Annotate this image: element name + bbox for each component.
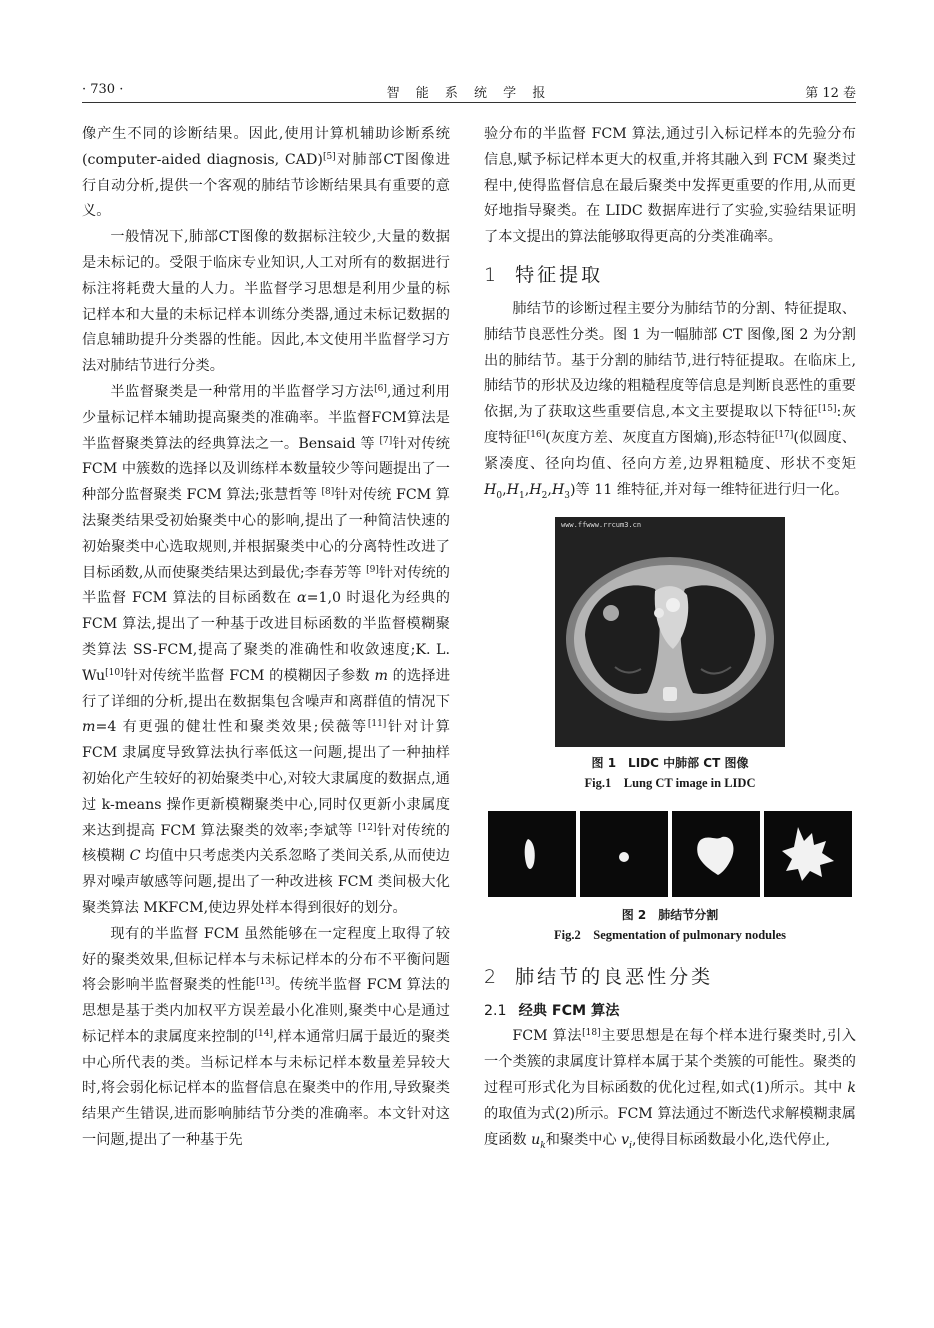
journal-title: 智 能 系 统 学 报: [386, 86, 552, 101]
subsection-number: 2.1: [484, 1003, 507, 1020]
citation[interactable]: [16]: [526, 429, 546, 440]
paragraph: [82, 380, 450, 922]
text: (灰度方差、灰度直方图熵),形态特征: [545, 429, 775, 446]
text: 的取值为式(2)所示。FCM 算法通过不断迭代求解模糊隶属度函数: [484, 1105, 856, 1148]
text: 的选择进行了详细的分析,提出在数据集包含噪声和离群值的情况下: [82, 667, 450, 710]
figure1-caption-en: Fig.1 Lung CT image in LIDC: [584, 776, 756, 791]
nodule-shape-4: [764, 811, 852, 897]
citation[interactable]: [17]: [774, 429, 794, 440]
section-heading: [484, 261, 856, 289]
text: 和聚类中心: [545, 1131, 622, 1148]
figure-nodule-segmentation: [488, 811, 852, 897]
nodule: [603, 605, 619, 621]
citation[interactable]: [18]: [582, 1028, 601, 1039]
section-title: 肺结节的良恶性分类: [515, 966, 714, 989]
math-symbol: v: [621, 1131, 630, 1148]
paragraph: 验分布的半监督 FCM 算法,通过引入标记样本的先验分布信息,赋予标记样本更大的权重,并将其融入到 FCM 聚类过程中,使得监督信息在最后聚类中发挥更重要的作用,从而更好地指导聚类。在 LIDC 数据库进行了实验,实验结果证明了本文提出的算法能够取得更高的分类准确率。: [484, 126, 856, 246]
math-symbol: H: [484, 481, 497, 498]
nodule-shape-1: [488, 811, 576, 897]
figure2-caption-cn: 图 2 肺结节分割: [621, 908, 719, 923]
text: ,样本通常归属于最近的聚类中心所代表的类。当标记样本与未标记样本数量差异较大时,将会弱化标记样本的监督信息在聚类中的作用,导致聚类结果产生错误,进而影响肺结节分类的准确率。本文针对这一问题,提出了一种基于先: [82, 1028, 450, 1149]
lung-ct-image: [555, 517, 785, 747]
citation[interactable]: [15]: [818, 404, 837, 415]
page-number: · 730 ·: [82, 82, 124, 97]
math-symbol: m: [374, 667, 388, 684]
text: 均值中只考虑类内关系忽略了类间关系,从而使边界对噪声敏感等问题,提出了一种改进核 FCM 类间极大化聚类算法 MKFCM,使边界处样本得到很好的划分。: [82, 848, 450, 916]
subscript: 0: [496, 490, 503, 501]
paragraph: [82, 122, 450, 225]
left-column: [82, 122, 450, 1154]
citation[interactable]: [13]: [256, 977, 275, 988]
paragraph: 肺结节的诊断过程主要分为肺结节的分割、特征提取、肺结节良恶性分类。图 1 为一幅肺部 CT 图像,图 2 为分割出的肺结节。基于分割的肺结节,进行特征提取。在临床上,肺结节的形状及边缘的粗糙程度等信息是判断良恶性的重要依据,为了获取这些重要信息,本文主要提取以下特征[15]:灰度特征[16](灰度方差、灰度直方图熵),形态特征[17](似圆度、紧凑度、径向均值、径向方差,边界粗糙度、形状不变矩 $H_0,H_1,H_2,H_3$)等 11 维特征,并对每一维特征进行归一化。: [484, 300, 857, 501]
citation[interactable]: [14]: [254, 1028, 273, 1039]
math-symbol: k: [847, 1079, 856, 1096]
section-number: 2: [484, 966, 500, 989]
text: 主要思想是在每个样本进行聚类时,引入一个类簇的隶属度计算样本属于某个类簇的可能性。聚类的过程可形式化为目标函数的优化过程,如式(1)所示。其中: [484, 1028, 856, 1096]
text: =1,0 时退化为经典的 FCM 算法,提出了一种基于改进目标函数的半监督模糊聚类算法 SS-FCM,提高了聚类的准确性和收敛速度;K. L. Wu: [82, 590, 450, 684]
text: 针对传统半监督 FCM 的模糊因子参数: [123, 667, 375, 684]
figure2-caption-en: Fig.2 Segmentation of pulmonary nodules: [554, 928, 786, 943]
right-column: [484, 122, 856, 1153]
citation[interactable]: [8]: [321, 487, 335, 498]
citation[interactable]: [9]: [366, 564, 379, 575]
segmentation-panel: [764, 811, 852, 897]
nodule-shape-3: [672, 811, 760, 897]
text: 针对传统 FCM 算法聚类结果受初始聚类中心的影响,提出了一种简洁快速的初始聚类中心选取规则,并根据聚类中心的分离特性改进了目标函数,从而使聚类结果达到最优;李春芳等: [82, 487, 450, 581]
text: 针对传统的核模糊: [82, 822, 450, 865]
section-number: 1: [484, 263, 500, 286]
text: ,使得目标函数最小化,迭代停止,: [632, 1131, 831, 1148]
math-symbol: u: [531, 1131, 541, 1148]
figure1-caption-cn: 图 1 LIDC 中肺部 CT 图像: [591, 756, 749, 771]
subsection-heading: [484, 999, 856, 1024]
math-symbol: m: [82, 719, 96, 736]
math-symbol: C: [129, 848, 141, 865]
text: 对肺部CT图像进行自动分析,提供一个客观的肺结节诊断结果具有重要的意义。: [82, 151, 450, 220]
text: ,通过利用少量标记样本辅助提高聚类的准确率。半监督FCM算法是半监督聚类算法的经典算法之一。Bensaid 等: [82, 383, 450, 452]
text: )等 11 维特征,并对每一维特征进行归一化。: [569, 481, 849, 498]
text: (似圆度、紧凑度、径向均值、径向方差,边界粗糙度、形状不变矩: [484, 429, 856, 472]
citation[interactable]: [5]: [322, 151, 336, 162]
nodule-shape-2: [580, 811, 668, 897]
segmentation-panel: [580, 811, 668, 897]
math-symbol: α: [297, 590, 307, 607]
subscript: k: [540, 1140, 546, 1151]
text: 半监督聚类是一种常用的半监督学习方法: [110, 383, 375, 400]
segmentation-panel: [488, 811, 576, 897]
text: 。传统半监督 FCM 算法的思想是基于类内加权平方误差最小化准则,聚类中心是通过标记样本的隶属度来控制的: [82, 977, 450, 1045]
running-header: [82, 80, 856, 103]
paragraph: [484, 1024, 856, 1153]
text: FCM 算法: [512, 1028, 583, 1045]
text: :灰度特征: [484, 404, 857, 446]
text: 针对计算 FCM 隶属度导致算法执行率低这一问题,提出了一种抽样初始化产生较好的初始聚类中心,对较大隶属度的数据点,通过 k-means 操作更新模糊聚类中心,同时仅更新小隶属度来达到提高 FCM 算法聚类的效率;李斌等: [82, 719, 450, 839]
spine: [663, 687, 677, 701]
segmentation-panel: [672, 811, 760, 897]
citation[interactable]: [11]: [367, 719, 387, 730]
text: 像产生不同的诊断结果。因此,使用计算机辅助诊断系统(computer-aided diagnosis, CAD): [82, 126, 450, 168]
subscript: 1: [519, 490, 525, 501]
subscript: i: [629, 1140, 633, 1151]
subscript: 3: [564, 490, 570, 501]
figure-lung-ct: [555, 517, 785, 747]
text: 针对传统 FCM 中簇数的选择以及训练样本数量较少等问题提出了一种部分监督聚类 FCM 算法;张慧哲等: [82, 435, 450, 504]
text: 肺结节的诊断过程主要分为肺结节的分割、特征提取、肺结节良恶性分类。图 1 为一幅肺部 CT 图像,图 2 为分割出的肺结节。基于分割的肺结节,进行特征提取。在临床上,肺结节的形状及边缘的粗糙程度等信息是判断良恶性的重要依据,为了获取这些重要信息,本文主要提取以下特征: [484, 300, 856, 421]
text: 现有的半监督 FCM 虽然能够在一定程度上取得了较好的聚类效果,但标记样本与未标记样本的分布不平衡问题将会影响半监督聚类的性能: [82, 925, 450, 994]
ct-watermark: www.ffwww.rrcum3.cn: [561, 521, 642, 530]
volume-label: 第 12 卷: [805, 86, 856, 101]
section-title: 特征提取: [515, 263, 604, 286]
subscript: 2: [541, 490, 548, 501]
citation[interactable]: [6]: [374, 383, 387, 394]
citation[interactable]: [7]: [379, 435, 393, 446]
citation[interactable]: [12]: [358, 822, 377, 833]
text: 针对传统的半监督 FCM 算法的目标函数在: [82, 564, 450, 607]
text: =4 有更强的健壮性和聚类效果;侯薇等: [95, 719, 368, 736]
citation[interactable]: [10]: [105, 667, 124, 678]
subsection-title: 经典 FCM 算法: [518, 1003, 620, 1020]
section-heading: [484, 963, 856, 991]
paragraph: [82, 922, 450, 1154]
paragraph: 一般情况下,肺部CT图像的数据标注较少,大量的数据是未标记的。受限于临床专业知识,人工对所有的数据进行标注将耗费大量的人力。半监督学习思想是利用少量的标记样本和大量的未标记样本训练分类器,通过未标记数据的信息辅助提升分类器的性能。因此,本文使用半监督学习方法对肺结节进行分类。: [82, 229, 450, 375]
